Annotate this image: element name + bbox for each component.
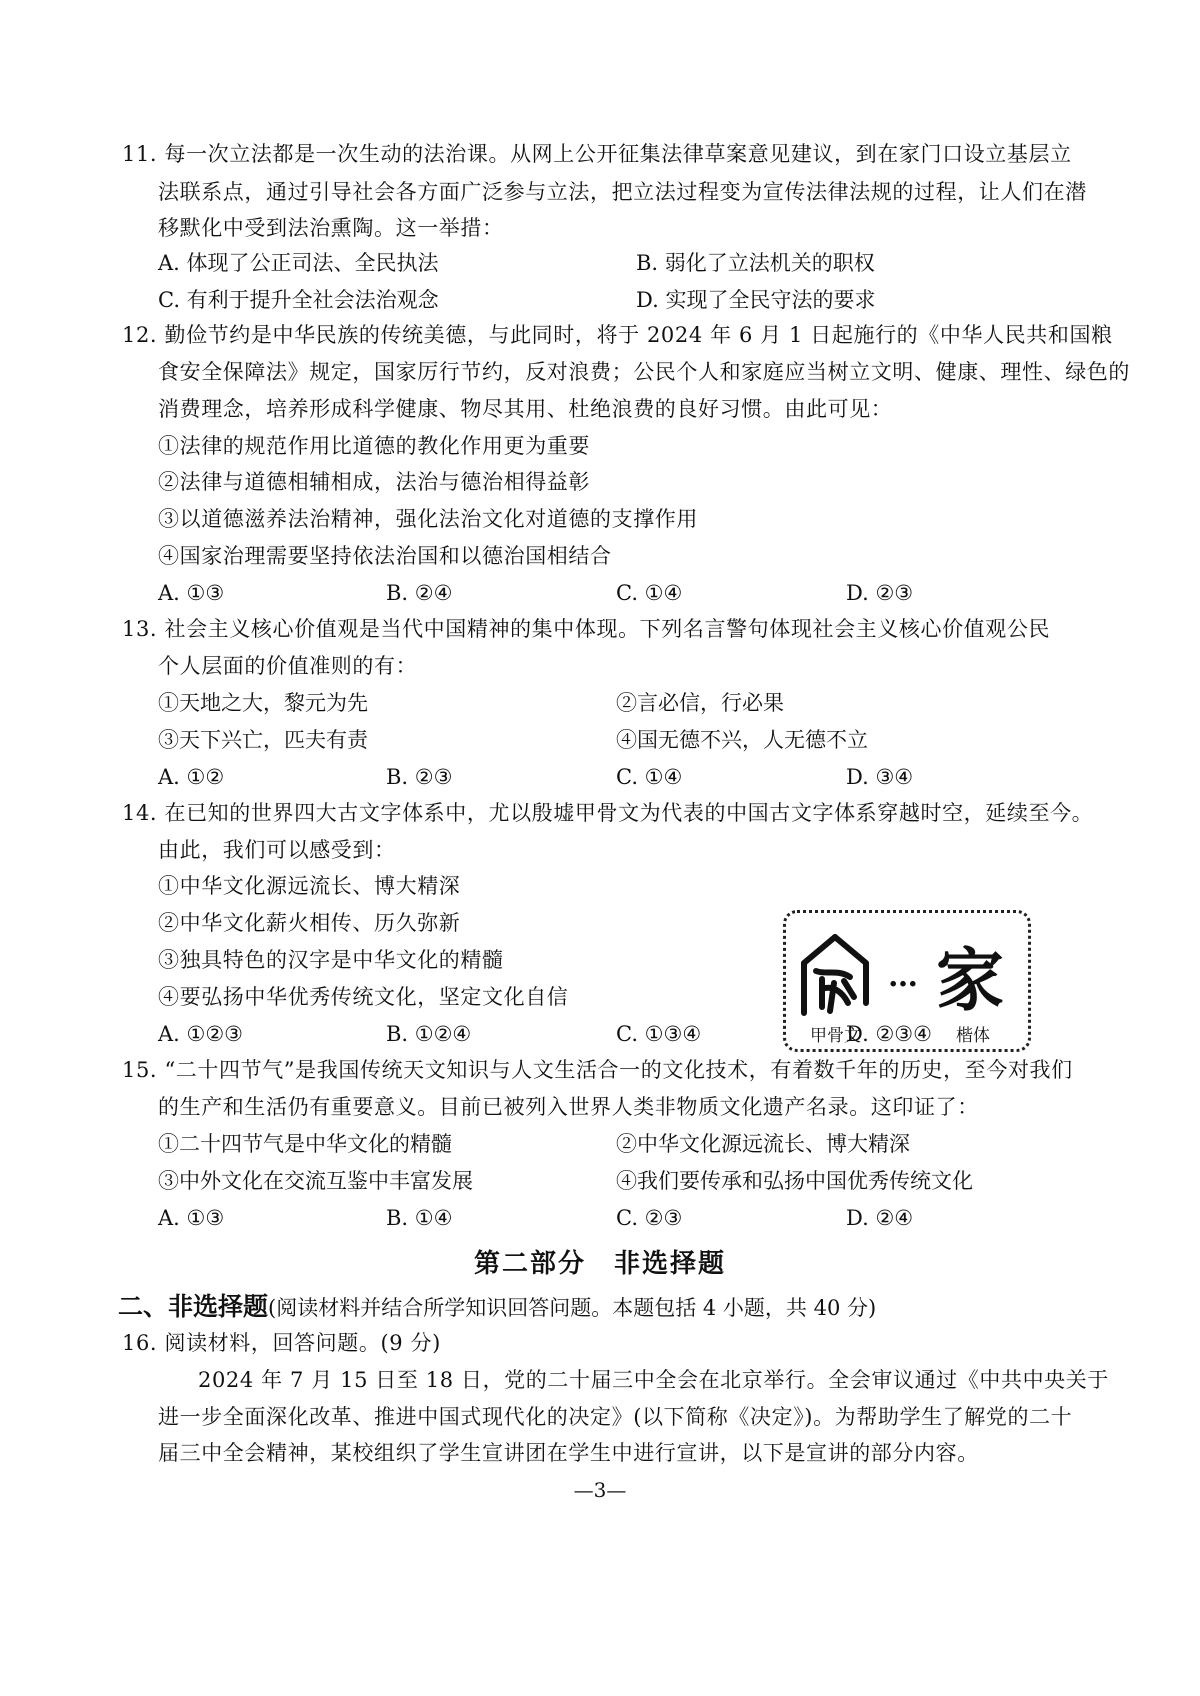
q12-option-c: C. ①④ — [616, 581, 683, 605]
figure-ellipsis: … — [888, 959, 918, 994]
q11-option-c: C. 有利于提升全社会法治观念 — [158, 288, 439, 312]
kaishu-jia-character: 家 — [936, 941, 1005, 1021]
q14-item-4: ④要弘扬中华优秀传统文化，坚定文化自信 — [158, 985, 569, 1009]
q12-line-1: 12. 勤俭节约是中华民族的传统美德，与此同时，将于 2024 年 6 月 1 日起施行的《中华人民共和国粮 — [122, 323, 1113, 347]
section-two-heading — [118, 1292, 876, 1323]
q13-option-b: B. ②③ — [386, 765, 453, 789]
label-oracle-bone: 甲骨文 — [810, 1026, 861, 1046]
q16-para-line-2: 进一步全面深化改革、推进中国式现代化的决定》(以下简称《决定》)。为帮助学生了解党的二十 — [158, 1405, 1073, 1429]
q12-item-1: ①法律的规范作用比道德的教化作用更为重要 — [158, 434, 590, 458]
q13-item-3: ③天下兴亡，匹夫有责 — [158, 728, 368, 752]
q14-option-a: A. ①②③ — [158, 1022, 243, 1046]
q15-item-4: ④我们要传承和弘扬中国优秀传统文化 — [616, 1169, 973, 1193]
q13-line-1: 13. 社会主义核心价值观是当代中国精神的集中体现。下列名言警句体现社会主义核心价值观公民 — [122, 617, 1051, 641]
q13-item-1: ①天地之大，黎元为先 — [158, 691, 368, 715]
q14-option-b: B. ①②④ — [386, 1022, 472, 1046]
q13-option-c: C. ①④ — [616, 765, 683, 789]
q11-option-a: A. 体现了公正司法、全民执法 — [158, 251, 439, 275]
q16-title: 16. 阅读材料，回答问题。(9 分) — [122, 1331, 441, 1355]
q15-item-3: ③中外文化在交流互鉴中丰富发展 — [158, 1169, 473, 1193]
section-two-note: (阅读材料并结合所学知识回答问题。本题包括 4 小题，共 40 分) — [268, 1296, 877, 1320]
label-kaishu: 楷体 — [956, 1026, 990, 1046]
q12-line-2: 食安全保障法》规定，国家厉行节约，反对浪费；公民个人和家庭应当树立文明、健康、理性、绿色的 — [158, 360, 1130, 384]
q12-item-3: ③以道德滋养法治精神，强化法治文化对道德的支撑作用 — [158, 507, 698, 531]
q12-option-b: B. ②④ — [386, 581, 453, 605]
part-two-title: 第二部分 非选择题 — [473, 1249, 726, 1279]
q11-line-1: 11. 每一次立法都是一次生动的法治课。从网上公开征集法律草案意见建议，到在家门口设立基层立 — [122, 142, 1072, 166]
q12-option-a: A. ①③ — [158, 581, 225, 605]
q13-option-a: A. ①② — [158, 765, 225, 789]
q15-option-d: D. ②④ — [846, 1206, 914, 1230]
q16-para-line-1: 2024 年 7 月 15 日至 18 日，党的二十届三中全会在北京举行。全会审议通过《中共中央关于 — [198, 1368, 1109, 1392]
q15-item-1: ①二十四节气是中华文化的精髓 — [158, 1132, 452, 1156]
q12-line-3: 消费理念，培养形成科学健康、物尽其用、杜绝浪费的良好习惯。由此可见： — [158, 397, 893, 421]
q14-option-d: D. ②③④ — [846, 1022, 932, 1046]
q14-line-1: 14. 在已知的世界四大古文字体系中，尤以殷墟甲骨文为代表的中国古文字体系穿越时空，延续至今。 — [122, 801, 1094, 825]
q13-item-2: ②言必信，行必果 — [616, 691, 784, 715]
oracle-bone-jia-glyph — [798, 933, 872, 1019]
section-two-label: 二、非选择题 — [118, 1292, 269, 1321]
q15-item-2: ②中华文化源远流长、博大精深 — [616, 1132, 910, 1156]
q11-option-b: B. 弱化了立法机关的职权 — [636, 251, 875, 275]
q14-option-c: C. ①③④ — [616, 1022, 702, 1046]
q15-option-a: A. ①③ — [158, 1206, 225, 1230]
q15-line-1: 15. “二十四节气”是我国传统天文知识与人文生活合一的文化技术，有着数千年的历史，至今对我们 — [122, 1058, 1073, 1082]
q12-item-4: ④国家治理需要坚持依法治国和以德治国相结合 — [158, 544, 612, 568]
q15-option-b: B. ①④ — [386, 1206, 453, 1230]
page-number: —3— — [573, 1478, 627, 1502]
q14-item-3: ③独具特色的汉字是中华文化的精髓 — [158, 948, 504, 972]
q12-option-d: D. ②③ — [846, 581, 914, 605]
q13-option-d: D. ③④ — [846, 765, 914, 789]
q15-line-2: 的生产和生活仍有重要意义。目前已被列入世界人类非物质文化遗产名录。这印证了： — [158, 1095, 979, 1119]
q12-item-2: ②法律与道德相辅相成，法治与德治相得益彰 — [158, 470, 590, 494]
q13-line-2: 个人层面的价值准则的有： — [158, 654, 418, 678]
q11-option-d: D. 实现了全民守法的要求 — [636, 288, 876, 312]
q14-line-2: 由此，我们可以感受到： — [158, 838, 396, 862]
q15-option-c: C. ②③ — [616, 1206, 683, 1230]
q11-line-3: 移默化中受到法治熏陶。这一举措： — [158, 216, 504, 240]
q14-item-2: ②中华文化薪火相传、历久弥新 — [158, 911, 461, 935]
q14-item-1: ①中华文化源远流长、博大精深 — [158, 874, 461, 898]
oracle-bone-figure — [783, 910, 1031, 1052]
q11-line-2: 法联系点，通过引导社会各方面广泛参与立法，把立法过程变为宣传法律法规的过程，让人们在潜 — [158, 180, 1087, 204]
q13-item-4: ④国无德不兴，人无德不立 — [616, 728, 868, 752]
q16-para-line-3: 届三中全会精神，某校组织了学生宣讲团在学生中进行宣讲，以下是宣讲的部分内容。 — [158, 1441, 979, 1465]
